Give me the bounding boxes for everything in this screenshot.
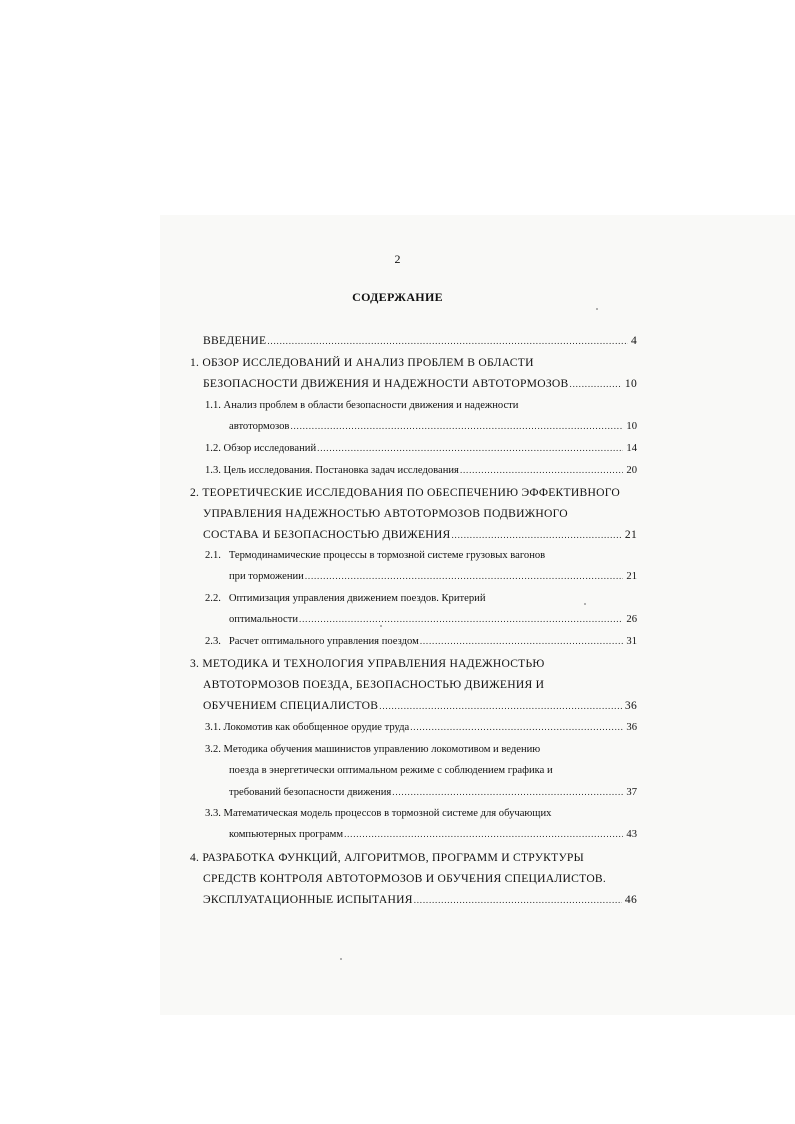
toc-entry-page: 4	[630, 334, 637, 347]
toc-entry-2-3[interactable]	[205, 636, 637, 652]
toc-entry-page: 20	[626, 465, 637, 476]
toc-entry-2-1-cont[interactable]	[229, 571, 637, 587]
page-number: 2	[394, 252, 401, 266]
toc-entry-1-3[interactable]	[205, 465, 637, 481]
toc-entry-2-2[interactable]	[205, 593, 637, 609]
toc-entry-section-3[interactable]	[190, 657, 637, 673]
toc-entry-title: ОБУЧЕНИЕМ СПЕЦИАЛИСТОВ	[203, 699, 379, 712]
toc-entry-1-1-cont[interactable]	[229, 421, 637, 437]
toc-entry-1-2[interactable]	[205, 443, 637, 459]
toc-entry-title: компьютерных программ	[229, 829, 344, 840]
toc-entry-title: 3.3. Математическая модель процессов в тормозной системе для обучающих	[205, 808, 552, 819]
toc-entry-title: АВТОТОРМОЗОВ ПОЕЗДА, БЕЗОПАСНОСТЬЮ ДВИЖЕНИЯ И	[203, 678, 545, 691]
toc-entry-2-2-cont[interactable]	[229, 614, 637, 630]
toc-entry-title: 2. ТЕОРЕТИЧЕСКИЕ ИССЛЕДОВАНИЯ ПО ОБЕСПЕЧЕНИЮ ЭФФЕКТИВНОГО	[190, 486, 621, 499]
toc-leader-dots	[267, 336, 628, 346]
toc-entry-page: 26	[626, 614, 637, 625]
toc-entry-2-1[interactable]	[205, 550, 637, 566]
toc-leader-dots	[420, 636, 624, 646]
toc-entry-section-2-cont[interactable]	[203, 507, 637, 523]
toc-entry-title: 1. ОБЗОР ИССЛЕДОВАНИЙ И АНАЛИЗ ПРОБЛЕМ В ОБЛАСТИ	[190, 356, 534, 369]
toc-entry-page: 43	[626, 829, 637, 840]
toc-leader-dots	[410, 722, 623, 732]
toc-entry-section-2-cont[interactable]	[203, 528, 637, 544]
toc-entry-title: ЭКСПЛУАТАЦИОННЫЕ ИСПЫТАНИЯ	[203, 893, 413, 906]
toc-entry-section-1-cont[interactable]	[203, 377, 637, 393]
toc-entry-section-3-cont[interactable]	[203, 678, 637, 694]
toc-entry-1-1[interactable]	[205, 400, 637, 416]
toc-entry-title: СОСТАВА И БЕЗОПАСНОСТЬЮ ДВИЖЕНИЯ	[203, 528, 451, 541]
toc-leader-dots	[299, 614, 623, 624]
toc-entry-title: 2.2. Оптимизация управления движением поездов. Критерий	[205, 593, 486, 604]
toc-leader-dots	[379, 701, 622, 711]
toc-title: СОДЕРЖАНИЕ	[352, 290, 443, 304]
toc-entry-3-3-cont[interactable]	[229, 829, 637, 845]
toc-entry-page: 21	[624, 528, 637, 541]
toc-entry-title: при торможении	[229, 571, 304, 582]
toc-entry-title: 2.1. Термодинамические процессы в тормозной системе грузовых вагонов	[205, 550, 546, 561]
toc-entry-3-2-cont[interactable]	[229, 787, 637, 803]
toc-entry-page: 37	[626, 787, 637, 798]
toc-entry-title: УПРАВЛЕНИЯ НАДЕЖНОСТЬЮ АВТОТОРМОЗОВ ПОДВИЖНОГО	[203, 507, 568, 520]
toc-leader-dots	[414, 895, 622, 905]
toc-entry-title: поезда в энергетически оптимальном режиме с соблюдением графика и	[229, 765, 553, 776]
toc-entry-section-2[interactable]	[190, 486, 637, 502]
toc-entry-page: 10	[624, 377, 637, 390]
toc-entry-title: автотормозов	[229, 421, 290, 432]
toc-leader-dots	[290, 421, 623, 431]
toc-entry-3-3[interactable]	[205, 808, 637, 824]
toc-entry-page: 31	[626, 636, 637, 647]
toc-entry-section-4[interactable]	[190, 851, 637, 867]
toc-entry-page: 36	[626, 722, 637, 733]
toc-entry-3-2[interactable]	[205, 744, 637, 760]
toc-leader-dots	[392, 787, 623, 797]
toc-entry-page: 10	[626, 421, 637, 432]
toc-entry-title: 1.2. Обзор исследований	[205, 443, 317, 454]
toc-entry-title: 1.3. Цель исследования. Постановка задач исследования	[205, 465, 459, 476]
toc-entry-section-4-cont[interactable]	[203, 893, 637, 909]
toc-leader-dots	[452, 530, 622, 540]
toc-entry-title: СРЕДСТВ КОНТРОЛЯ АВТОТОРМОЗОВ И ОБУЧЕНИЯ СПЕЦИАЛИСТОВ.	[203, 872, 607, 885]
toc-entry-title: БЕЗОПАСНОСТИ ДВИЖЕНИЯ И НАДЕЖНОСТИ АВТОТОРМОЗОВ	[203, 377, 569, 390]
toc-entry-title: 3.2. Методика обучения машинистов управлению локомотивом и ведению	[205, 744, 541, 755]
toc-entry-page: 36	[624, 699, 637, 712]
toc-leader-dots	[460, 465, 623, 475]
toc-leader-dots	[317, 443, 623, 453]
toc-leader-dots	[570, 379, 622, 389]
toc-leader-dots	[305, 571, 624, 581]
toc-entry-3-1[interactable]	[205, 722, 637, 738]
toc-entry-section-3-cont[interactable]	[203, 699, 637, 715]
toc-leader-dots	[344, 829, 623, 839]
toc-entry-page: 46	[624, 893, 637, 906]
toc-entry-title: 3. МЕТОДИКА И ТЕХНОЛОГИЯ УПРАВЛЕНИЯ НАДЕЖНОСТЬЮ	[190, 657, 545, 670]
toc-entry-title: оптимальности	[229, 614, 299, 625]
toc-entry-section-1[interactable]	[190, 356, 637, 372]
toc-entry-page: 21	[626, 571, 637, 582]
toc-entry-title: 3.1. Локомотив как обобщенное орудие труда	[205, 722, 410, 733]
toc-entry-section-4-cont[interactable]	[203, 872, 637, 888]
toc-entry-title: ВВЕДЕНИЕ	[203, 334, 267, 347]
toc-entry-page: 14	[626, 443, 637, 454]
toc-entry-title: 2.3. Расчет оптимального управления поездом	[205, 636, 419, 647]
toc-entry-intro[interactable]	[203, 334, 637, 350]
toc-entry-title: 1.1. Анализ проблем в области безопасности движения и надежности	[205, 400, 519, 411]
toc-entry-title: требований безопасности движения	[229, 787, 392, 798]
toc-entry-title: 4. РАЗРАБОТКА ФУНКЦИЙ, АЛГОРИТМОВ, ПРОГРАММ И СТРУКТУРЫ	[190, 851, 584, 864]
toc-entry-3-2-cont[interactable]	[229, 765, 637, 781]
